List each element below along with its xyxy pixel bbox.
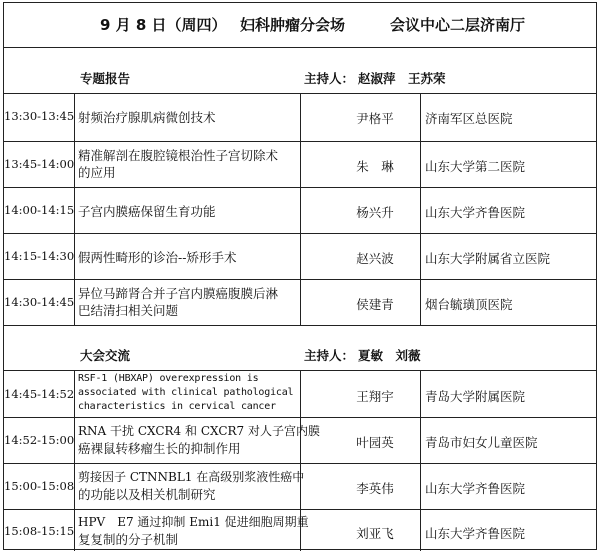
row-time: 15:00-15:08 — [4, 479, 75, 493]
rule — [300, 93, 301, 325]
session-venue: 会议中心二层济南厅 — [390, 16, 526, 34]
row-time: 14:30-14:45 — [4, 295, 75, 309]
row-time: 15:08-15:15 — [4, 524, 75, 538]
row-speaker: 李英伟 — [356, 481, 394, 496]
session-name: 妇科肿瘤分会场 — [240, 16, 346, 34]
row-topic: 射频治疗腺肌病微创技术 — [78, 110, 216, 125]
host-label: 主持人： — [304, 71, 355, 86]
section-title: 专题报告 — [80, 71, 131, 86]
rule — [420, 93, 421, 325]
row-topic: 的功能以及相关机制研究 — [78, 487, 216, 502]
row-topic: 精准解剖在腹腔镜根治性子宫切除术 — [78, 148, 279, 163]
hosts: 夏敏 刘薇 — [358, 348, 421, 363]
row-institution: 济南军区总医院 — [425, 111, 513, 126]
row-speaker: 叶园英 — [356, 435, 394, 450]
row-speaker: 杨兴升 — [356, 205, 394, 220]
row-speaker: 侯建青 — [356, 297, 394, 312]
row-topic: 假两性畸形的诊治--矫形手术 — [78, 250, 237, 265]
row-time: 14:00-14:15 — [4, 203, 75, 217]
rule — [4, 325, 596, 326]
session-date: 9 月 8 日（周四） — [100, 16, 227, 34]
row-speaker: 赵兴波 — [356, 251, 394, 266]
row-topic: HPV E7 通过抑制 Emi1 促进细胞周期重 — [78, 515, 309, 529]
row-institution: 山东大学齐鲁医院 — [425, 526, 526, 541]
row-topic: 剪接因子 CTNNBL1 在高级别浆液性癌中 — [78, 470, 305, 484]
row-speaker: 刘亚飞 — [356, 526, 394, 541]
row-institution: 山东大学齐鲁医院 — [425, 205, 526, 220]
section-title: 大会交流 — [80, 348, 131, 363]
row-time: 14:45-14:52 — [4, 387, 75, 401]
row-time: 13:45-14:00 — [4, 157, 75, 171]
schedule-table — [3, 2, 597, 550]
row-speaker: 朱 琳 — [356, 159, 394, 174]
row-time: 13:30-13:45 — [4, 109, 75, 123]
row-topic: RNA 干扰 CXCR4 和 CXCR7 对人子宫内膜 — [78, 424, 321, 438]
rule — [420, 370, 421, 551]
row-topic: RSF-1 (HBXAP) overexpression is — [78, 373, 259, 384]
rule — [4, 47, 596, 48]
row-topic: associated with clinical pathological — [78, 387, 294, 398]
row-topic: 子宫内膜癌保留生育功能 — [78, 204, 216, 219]
row-topic: characteristics in cervical cancer — [78, 401, 276, 412]
row-speaker: 王翔宇 — [356, 389, 394, 404]
host-label: 主持人： — [304, 348, 355, 363]
row-topic: 异位马蹄肾合并子宫内膜癌腹膜后淋 — [78, 286, 279, 301]
row-topic: 癌裸鼠转移瘤生长的抑制作用 — [78, 441, 241, 456]
row-institution: 烟台毓璜顶医院 — [425, 297, 513, 312]
row-topic: 复复制的分子机制 — [78, 532, 179, 547]
row-institution: 山东大学第二医院 — [425, 159, 526, 174]
row-institution: 青岛市妇女儿童医院 — [425, 435, 538, 450]
row-institution: 山东大学齐鲁医院 — [425, 481, 526, 496]
row-topic: 巴结清扫相关问题 — [78, 303, 179, 318]
row-time: 14:15-14:30 — [4, 249, 75, 263]
row-institution: 山东大学附属省立医院 — [425, 251, 551, 266]
row-speaker: 尹格平 — [356, 111, 394, 126]
row-time: 14:52-15:00 — [4, 433, 75, 447]
row-institution: 青岛大学附属医院 — [425, 389, 526, 404]
hosts: 赵淑萍 王苏荣 — [358, 71, 446, 86]
row-topic: 的应用 — [78, 165, 116, 180]
